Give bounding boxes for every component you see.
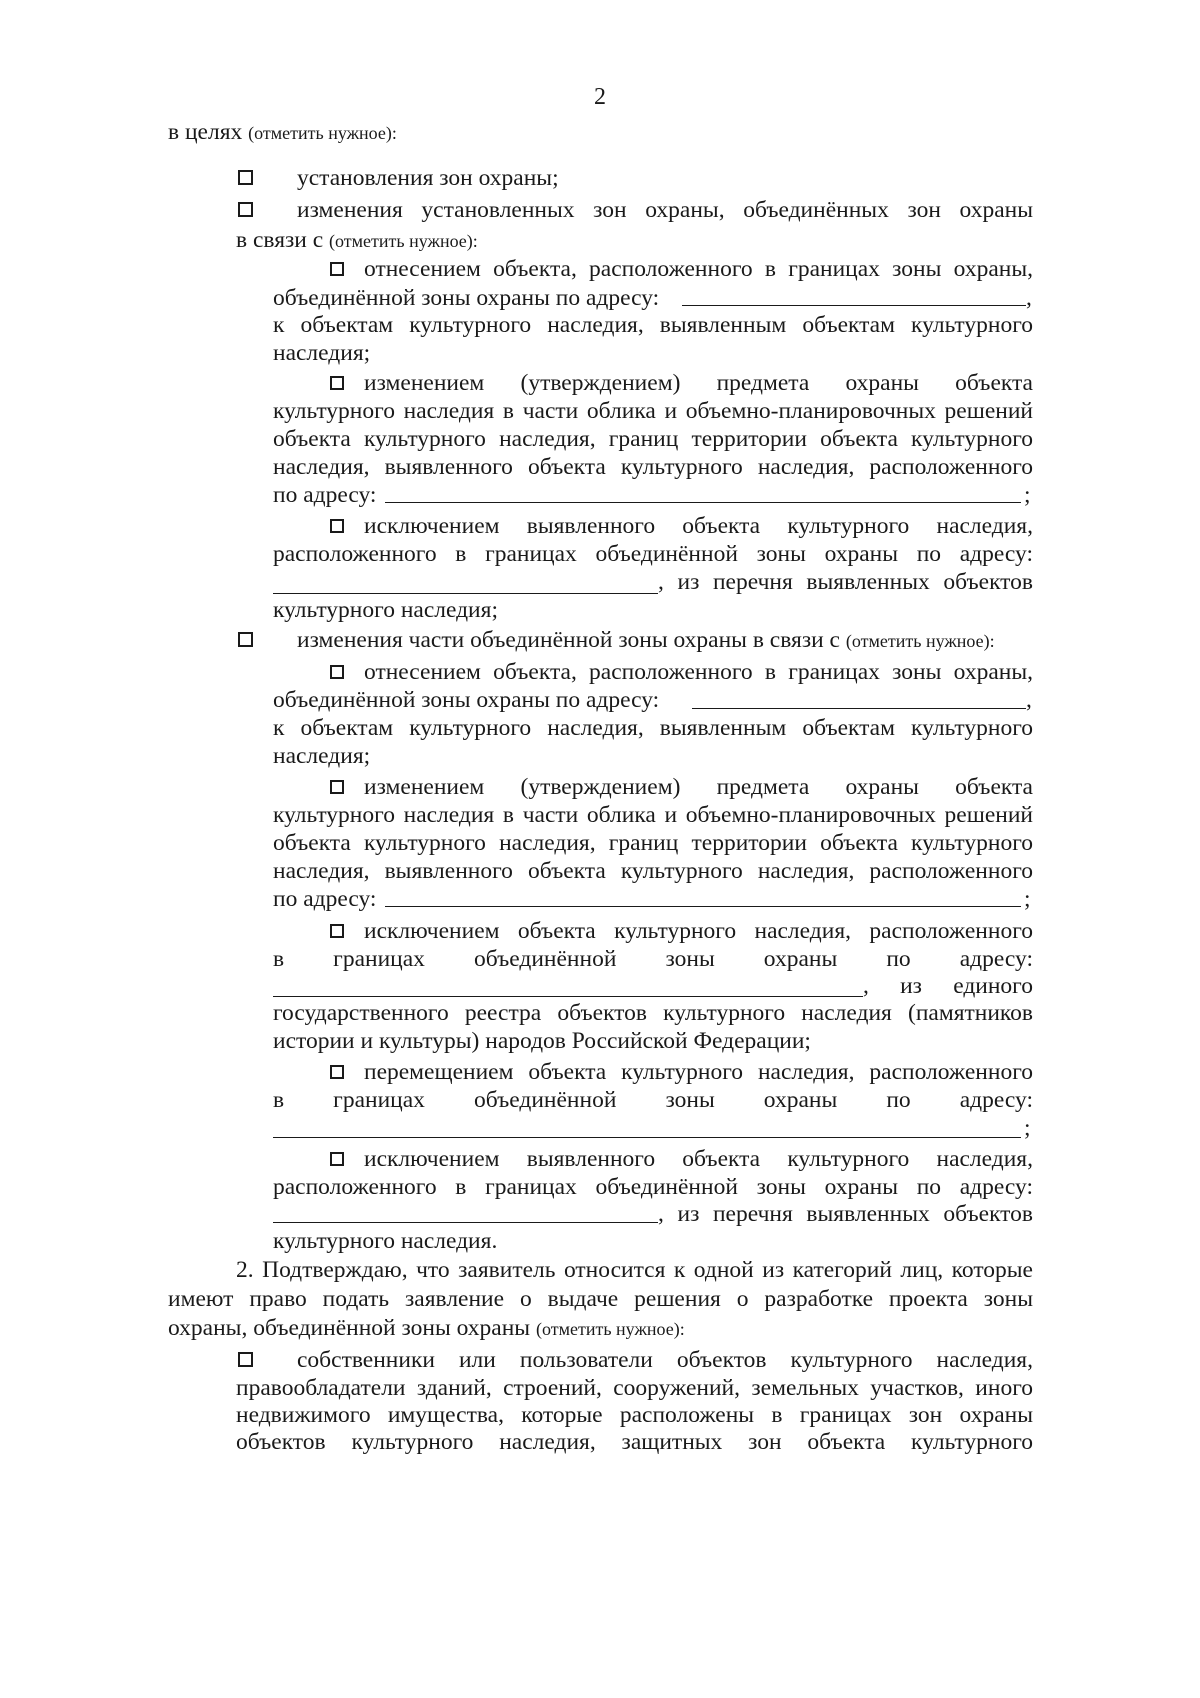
option-part-text: изменения части объединённой зоны охраны в связи с [297,627,840,653]
b3-line5: истории и культуры) народов Российской Федерации; [273,1028,811,1054]
b1-line4: наследия; [273,743,371,769]
a3-line3: , из перечня выявленных объектов [658,569,1033,595]
b1-line1: отнесением объекта, расположенного в границах зоны охраны, [364,659,1033,685]
b3-line3: , из единого [863,973,1033,999]
b5-line1: исключением выявленного объекта культурного наследия, [364,1146,1033,1172]
b4-address-end: ; [1024,1115,1031,1141]
checkbox-b4-relocation[interactable] [330,1065,344,1079]
a1-line1: отнесением объекта, расположенного в границах зоны охраны, [364,256,1033,282]
a1-line4: наследия; [273,340,371,366]
a2-address-end: ; [1024,482,1031,508]
b5-line4: культурного наследия. [273,1228,498,1254]
b1-address-field[interactable] [692,708,1026,709]
c1-line3: недвижимого имущества, которые расположены в границах зон охраны [236,1402,1033,1428]
b4-line2: в границах объединённой зоны охраны по адресу: [273,1087,1033,1113]
checkbox-a3-exclusion[interactable] [330,519,344,533]
b5-address-field[interactable] [273,1222,658,1223]
page-number: 2 [594,84,606,110]
p2-line2: имеют право подать заявление о выдаче решения о разработке проекта зоны [168,1286,1033,1312]
checkbox-change-part[interactable] [238,632,253,647]
a2-line2: культурного наследия в части облика и объемно-планировочных решений [273,398,1033,424]
b1-line3: к объектам культурного наследия, выявленным объектам культурного [273,715,1033,741]
a1-address-label: объединённой зоны охраны по адресу: [273,285,660,311]
checkbox-a2-subject-change[interactable] [330,376,344,390]
b3-line2: в границах объединённой зоны охраны по адресу: [273,946,1033,972]
option-change-note: (отметить нужное): [329,231,478,251]
option-change-reason-line [236,226,478,256]
purpose-line [168,118,397,148]
a2-address-field[interactable] [385,502,1021,503]
b2-line2: культурного наследия в части облика и объемно-планировочных решений [273,802,1033,828]
a3-line2: расположенного в границах объединённой зоны охраны по адресу: [273,541,1033,567]
p2-line1: 2. Подтверждаю, что заявитель относится к одной из категорий лиц, которые [236,1257,1033,1283]
a3-line1: исключением выявленного объекта культурного наследия, [364,513,1033,539]
a1-address-field[interactable] [682,305,1026,306]
checkbox-c1-owners[interactable] [238,1352,253,1367]
a2-line3: объекта культурного наследия, границ территории объекта культурного [273,426,1033,452]
b2-line4: наследия, выявленного объекта культурного наследия, расположенного [273,858,1033,884]
checkbox-b2-subject-change[interactable] [330,780,344,794]
b2-address-label: по адресу: [273,886,377,912]
option-change-text: изменения установленных зон охраны, объединённых зон охраны [297,197,1033,223]
p2-line3-lead: охраны, объединённой зоны охраны [168,1315,531,1341]
a2-line4: наследия, выявленного объекта культурного наследия, расположенного [273,454,1033,480]
b4-address-field[interactable] [273,1137,1021,1138]
checkbox-establish[interactable] [238,170,253,185]
b1-address-label: объединённой зоны охраны по адресу: [273,687,660,713]
b2-address-field[interactable] [385,906,1021,907]
option-establish-text: установления зон охраны; [297,165,559,191]
b2-address-end: ; [1024,886,1031,912]
a2-line1: изменением (утверждением) предмета охраны объекта [364,370,1033,396]
b3-line1: исключением объекта культурного наследия, расположенного [364,918,1033,944]
b2-line3: объекта культурного наследия, границ территории объекта культурного [273,830,1033,856]
b5-line3: , из перечня выявленных объектов [658,1201,1033,1227]
checkbox-b5-exclusion[interactable] [330,1152,344,1166]
purpose-note: (отметить нужное): [248,123,397,143]
checkbox-change-zones[interactable] [238,202,253,217]
b5-line2: расположенного в границах объединённой зоны охраны по адресу: [273,1174,1033,1200]
option-change-lead: в связи с [236,227,324,253]
p2-line3 [168,1314,685,1344]
a2-address-label: по адресу: [273,482,377,508]
a3-line4: культурного наследия; [273,597,498,623]
checkbox-a1-classification[interactable] [330,262,344,276]
a1-address-line [273,284,659,313]
b3-address-field[interactable] [273,996,863,997]
checkbox-b3-registry-exclusion[interactable] [330,924,344,938]
p2-line3-note: (отметить нужное): [535,1319,685,1339]
option-part-note: (отметить нужное): [845,631,995,651]
checkbox-b1-classification[interactable] [330,665,344,679]
a1-address-end: , [1026,285,1032,311]
c1-line2: правообладатели зданий, строений, сооружений, земельных участков, иного [236,1375,1033,1401]
b2-line1: изменением (утверждением) предмета охраны объекта [364,774,1033,800]
a1-line3: к объектам культурного наследия, выявленным объектам культурного [273,312,1033,338]
c1-line4: объектов культурного наследия, защитных зон объекта культурного [236,1429,1033,1455]
purpose-lead: в целях [168,119,243,145]
b4-line1: перемещением объекта культурного наследия, расположенного [364,1059,1033,1085]
b1-address-end: , [1026,687,1032,713]
b3-line4: государственного реестра объектов культурного наследия (памятников [273,1000,1033,1026]
c1-line1: собственники или пользователи объектов культурного наследия, [297,1347,1033,1373]
a3-address-field[interactable] [273,593,658,594]
option-part-line [297,626,995,656]
